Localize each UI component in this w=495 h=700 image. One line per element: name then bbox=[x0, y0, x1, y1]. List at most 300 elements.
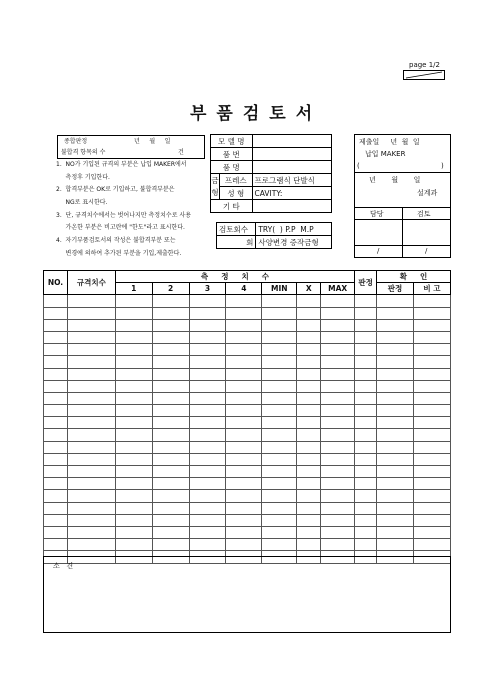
table-cell[interactable] bbox=[321, 453, 355, 465]
table-cell[interactable] bbox=[321, 502, 355, 514]
table-cell[interactable] bbox=[152, 392, 189, 404]
table-cell[interactable] bbox=[67, 368, 115, 380]
table-cell[interactable] bbox=[189, 405, 226, 417]
table-cell[interactable] bbox=[226, 466, 262, 478]
table-cell[interactable] bbox=[67, 478, 115, 490]
remarks-label: 소 견 bbox=[53, 562, 74, 570]
table-cell[interactable] bbox=[152, 490, 189, 502]
table-cell[interactable] bbox=[355, 368, 377, 380]
table-cell[interactable] bbox=[189, 453, 226, 465]
table-cell[interactable] bbox=[262, 331, 297, 343]
table-cell[interactable] bbox=[226, 526, 262, 538]
table-cell[interactable] bbox=[226, 502, 262, 514]
table-cell[interactable] bbox=[413, 380, 450, 392]
review-label: 검토 bbox=[417, 210, 431, 218]
table-cell[interactable] bbox=[413, 441, 450, 453]
table-cell[interactable] bbox=[67, 319, 115, 331]
table-cell[interactable] bbox=[377, 502, 414, 514]
table-cell[interactable] bbox=[44, 441, 68, 453]
table-cell[interactable] bbox=[44, 331, 68, 343]
table-cell[interactable] bbox=[67, 502, 115, 514]
table-cell[interactable] bbox=[67, 356, 115, 368]
part-name-value[interactable] bbox=[252, 161, 331, 174]
sub-col: X bbox=[297, 283, 321, 295]
table-cell[interactable] bbox=[377, 466, 414, 478]
table-cell[interactable] bbox=[67, 526, 115, 538]
table-cell[interactable] bbox=[377, 514, 414, 526]
table-cell[interactable] bbox=[321, 344, 355, 356]
table-cell[interactable] bbox=[262, 307, 297, 319]
table-cell[interactable] bbox=[321, 319, 355, 331]
table-cell[interactable] bbox=[297, 344, 321, 356]
model-value[interactable] bbox=[252, 135, 331, 148]
table-cell[interactable] bbox=[355, 380, 377, 392]
table-cell[interactable] bbox=[297, 478, 321, 490]
table-cell[interactable] bbox=[115, 429, 152, 441]
table-cell[interactable] bbox=[226, 514, 262, 526]
table-row bbox=[44, 405, 451, 417]
table-cell[interactable] bbox=[377, 344, 414, 356]
table-cell[interactable] bbox=[189, 502, 226, 514]
notes bbox=[56, 162, 216, 264]
review-count-value: TRY( ) P.P M.P bbox=[256, 223, 332, 236]
table-cell[interactable] bbox=[297, 539, 321, 551]
table-cell[interactable] bbox=[297, 307, 321, 319]
table-cell[interactable] bbox=[413, 453, 450, 465]
table-row bbox=[44, 502, 451, 514]
table-cell[interactable] bbox=[152, 502, 189, 514]
table-cell[interactable] bbox=[44, 453, 68, 465]
table-row bbox=[44, 539, 451, 551]
table-cell[interactable] bbox=[262, 539, 297, 551]
sub-col: 2 bbox=[152, 283, 189, 295]
table-cell[interactable] bbox=[297, 502, 321, 514]
table-cell[interactable] bbox=[297, 331, 321, 343]
table-cell[interactable] bbox=[413, 295, 450, 307]
table-row bbox=[44, 331, 451, 343]
part-no-value[interactable] bbox=[252, 148, 331, 161]
table-cell[interactable] bbox=[67, 514, 115, 526]
table-cell[interactable] bbox=[297, 514, 321, 526]
table-cell[interactable] bbox=[377, 478, 414, 490]
table-cell[interactable] bbox=[44, 344, 68, 356]
table-cell[interactable] bbox=[413, 502, 450, 514]
table-cell[interactable] bbox=[189, 356, 226, 368]
table-cell[interactable] bbox=[321, 441, 355, 453]
table-cell[interactable] bbox=[262, 368, 297, 380]
table-cell[interactable] bbox=[226, 319, 262, 331]
table-cell[interactable] bbox=[226, 295, 262, 307]
table-cell[interactable] bbox=[67, 392, 115, 404]
table-cell[interactable] bbox=[297, 417, 321, 429]
table-cell[interactable] bbox=[377, 356, 414, 368]
table-cell[interactable] bbox=[297, 490, 321, 502]
table-cell[interactable] bbox=[413, 307, 450, 319]
table-cell[interactable] bbox=[262, 392, 297, 404]
measurement-table bbox=[43, 270, 451, 564]
table-cell[interactable] bbox=[152, 429, 189, 441]
model-label: 모 델 명 bbox=[211, 135, 253, 148]
table-cell[interactable] bbox=[413, 417, 450, 429]
table-cell[interactable] bbox=[189, 466, 226, 478]
table-cell[interactable] bbox=[115, 502, 152, 514]
table-cell[interactable] bbox=[413, 514, 450, 526]
table-cell[interactable] bbox=[377, 319, 414, 331]
forming-label: 성 형 bbox=[220, 187, 253, 200]
table-cell[interactable] bbox=[189, 344, 226, 356]
table-cell[interactable] bbox=[152, 405, 189, 417]
table-cell[interactable] bbox=[44, 466, 68, 478]
table-cell[interactable] bbox=[321, 380, 355, 392]
table-cell[interactable] bbox=[67, 344, 115, 356]
slash-right: / bbox=[425, 247, 428, 255]
table-cell[interactable] bbox=[355, 466, 377, 478]
table-cell[interactable] bbox=[321, 356, 355, 368]
table-cell[interactable] bbox=[321, 368, 355, 380]
part-info-table bbox=[210, 134, 332, 213]
table-cell[interactable] bbox=[413, 466, 450, 478]
table-cell[interactable] bbox=[413, 405, 450, 417]
table-cell[interactable] bbox=[152, 466, 189, 478]
table-cell[interactable] bbox=[262, 405, 297, 417]
table-cell[interactable] bbox=[413, 490, 450, 502]
table-cell[interactable] bbox=[321, 429, 355, 441]
press-label: 프레스 bbox=[220, 174, 253, 187]
table-cell[interactable] bbox=[44, 502, 68, 514]
table-cell[interactable] bbox=[115, 331, 152, 343]
table-cell[interactable] bbox=[44, 392, 68, 404]
table-cell[interactable] bbox=[297, 319, 321, 331]
table-cell[interactable] bbox=[262, 490, 297, 502]
table-cell[interactable] bbox=[189, 368, 226, 380]
table-cell[interactable] bbox=[115, 356, 152, 368]
table-cell[interactable] bbox=[262, 453, 297, 465]
table-cell[interactable] bbox=[413, 344, 450, 356]
table-cell[interactable] bbox=[377, 526, 414, 538]
table-cell[interactable] bbox=[262, 417, 297, 429]
table-cell[interactable] bbox=[67, 429, 115, 441]
table-row bbox=[44, 417, 451, 429]
table-row bbox=[44, 380, 451, 392]
table-cell[interactable] bbox=[67, 441, 115, 453]
cavity-label: CAVITY: bbox=[252, 187, 331, 200]
table-row bbox=[44, 478, 451, 490]
table-cell[interactable] bbox=[152, 478, 189, 490]
table-cell[interactable] bbox=[297, 380, 321, 392]
table-cell[interactable] bbox=[226, 380, 262, 392]
table-cell[interactable] bbox=[377, 331, 414, 343]
table-cell[interactable] bbox=[44, 490, 68, 502]
table-cell[interactable] bbox=[115, 441, 152, 453]
table-cell[interactable] bbox=[297, 295, 321, 307]
table-cell[interactable] bbox=[226, 344, 262, 356]
table-row bbox=[44, 307, 451, 319]
table-row bbox=[44, 392, 451, 404]
table-cell[interactable] bbox=[355, 307, 377, 319]
table-cell[interactable] bbox=[321, 417, 355, 429]
table-cell[interactable] bbox=[226, 453, 262, 465]
table-cell[interactable] bbox=[321, 331, 355, 343]
table-cell[interactable] bbox=[413, 356, 450, 368]
table-cell[interactable] bbox=[44, 368, 68, 380]
col-judge: 판정 bbox=[355, 271, 377, 295]
table-cell[interactable] bbox=[262, 356, 297, 368]
table-cell[interactable] bbox=[355, 429, 377, 441]
table-cell[interactable] bbox=[115, 344, 152, 356]
table-cell[interactable] bbox=[152, 441, 189, 453]
table-cell[interactable] bbox=[377, 429, 414, 441]
table-cell[interactable] bbox=[67, 405, 115, 417]
table-cell[interactable] bbox=[44, 319, 68, 331]
table-cell[interactable] bbox=[67, 539, 115, 551]
table-cell[interactable] bbox=[189, 490, 226, 502]
table-cell[interactable] bbox=[189, 380, 226, 392]
table-cell[interactable] bbox=[355, 405, 377, 417]
table-cell[interactable] bbox=[115, 307, 152, 319]
table-cell[interactable] bbox=[262, 380, 297, 392]
note-line: 4. 자기부품검토서의 작성은 불합격부분 또는 bbox=[56, 237, 176, 245]
table-cell[interactable] bbox=[44, 405, 68, 417]
table-cell[interactable] bbox=[355, 539, 377, 551]
table-cell[interactable] bbox=[115, 514, 152, 526]
table-cell[interactable] bbox=[413, 368, 450, 380]
table-cell[interactable] bbox=[413, 331, 450, 343]
table-cell[interactable] bbox=[377, 441, 414, 453]
table-cell[interactable] bbox=[44, 356, 68, 368]
table-cell[interactable] bbox=[355, 526, 377, 538]
table-cell[interactable] bbox=[189, 392, 226, 404]
confirm-sub-col: 비 고 bbox=[413, 283, 450, 295]
table-cell[interactable] bbox=[67, 490, 115, 502]
table-cell[interactable] bbox=[355, 441, 377, 453]
table-row bbox=[44, 453, 451, 465]
table-cell[interactable] bbox=[355, 319, 377, 331]
table-cell[interactable] bbox=[115, 526, 152, 538]
table-cell[interactable] bbox=[321, 478, 355, 490]
table-cell[interactable] bbox=[226, 441, 262, 453]
table-cell[interactable] bbox=[262, 344, 297, 356]
table-cell[interactable] bbox=[377, 490, 414, 502]
table-cell[interactable] bbox=[67, 453, 115, 465]
table-cell[interactable] bbox=[377, 295, 414, 307]
table-cell[interactable] bbox=[262, 526, 297, 538]
table-cell[interactable] bbox=[189, 319, 226, 331]
table-cell[interactable] bbox=[262, 429, 297, 441]
table-cell[interactable] bbox=[297, 441, 321, 453]
sub-col: 3 bbox=[189, 283, 226, 295]
table-cell[interactable] bbox=[262, 478, 297, 490]
table-cell[interactable] bbox=[355, 356, 377, 368]
table-cell[interactable] bbox=[44, 417, 68, 429]
table-cell[interactable] bbox=[226, 429, 262, 441]
table-cell[interactable] bbox=[189, 417, 226, 429]
table-cell[interactable] bbox=[226, 539, 262, 551]
table-cell[interactable] bbox=[189, 478, 226, 490]
table-cell[interactable] bbox=[189, 307, 226, 319]
table-cell[interactable] bbox=[262, 466, 297, 478]
table-cell[interactable] bbox=[67, 417, 115, 429]
table-cell[interactable] bbox=[321, 466, 355, 478]
table-cell[interactable] bbox=[189, 331, 226, 343]
table-cell[interactable] bbox=[44, 307, 68, 319]
note-line: 2. 합격부분은 OK로 기입하고, 불합격부분은 bbox=[56, 186, 175, 194]
table-cell[interactable] bbox=[44, 539, 68, 551]
table-row bbox=[44, 356, 451, 368]
table-cell[interactable] bbox=[152, 380, 189, 392]
table-cell[interactable] bbox=[115, 478, 152, 490]
table-cell[interactable] bbox=[115, 392, 152, 404]
table-cell[interactable] bbox=[115, 466, 152, 478]
table-cell[interactable] bbox=[377, 392, 414, 404]
table-cell[interactable] bbox=[297, 392, 321, 404]
table-cell[interactable] bbox=[321, 307, 355, 319]
table-cell[interactable] bbox=[321, 514, 355, 526]
progressive-label: 프로그램식 단발식 bbox=[252, 174, 331, 187]
table-cell[interactable] bbox=[355, 502, 377, 514]
table-cell[interactable] bbox=[413, 478, 450, 490]
table-cell[interactable] bbox=[413, 319, 450, 331]
table-cell[interactable] bbox=[67, 331, 115, 343]
table-cell[interactable] bbox=[262, 514, 297, 526]
table-cell[interactable] bbox=[297, 466, 321, 478]
table-cell[interactable] bbox=[152, 295, 189, 307]
table-cell[interactable] bbox=[152, 331, 189, 343]
table-cell[interactable] bbox=[355, 331, 377, 343]
fail-count-label: 불합격 항목의 수 bbox=[61, 149, 106, 156]
table-cell[interactable] bbox=[152, 539, 189, 551]
table-cell[interactable] bbox=[377, 417, 414, 429]
table-cell[interactable] bbox=[115, 539, 152, 551]
table-cell[interactable] bbox=[67, 295, 115, 307]
table-cell[interactable] bbox=[226, 478, 262, 490]
note-line: NG로 표시한다. bbox=[56, 199, 108, 207]
table-cell[interactable] bbox=[152, 526, 189, 538]
table-cell[interactable] bbox=[297, 453, 321, 465]
note-line: 3. 단, 규격치수에서는 벗어나지만 측정치수로 사용 bbox=[56, 211, 191, 219]
table-cell[interactable] bbox=[226, 307, 262, 319]
table-cell[interactable] bbox=[67, 307, 115, 319]
etc-value[interactable] bbox=[252, 200, 331, 213]
table-cell[interactable] bbox=[152, 417, 189, 429]
table-cell[interactable] bbox=[152, 319, 189, 331]
remarks-box[interactable] bbox=[43, 556, 451, 633]
table-cell[interactable] bbox=[152, 368, 189, 380]
table-cell[interactable] bbox=[377, 307, 414, 319]
table-cell[interactable] bbox=[115, 490, 152, 502]
table-cell[interactable] bbox=[44, 526, 68, 538]
table-cell[interactable] bbox=[321, 526, 355, 538]
table-cell[interactable] bbox=[189, 429, 226, 441]
table-cell[interactable] bbox=[297, 368, 321, 380]
table-cell[interactable] bbox=[189, 295, 226, 307]
table-cell[interactable] bbox=[44, 295, 68, 307]
table-cell[interactable] bbox=[152, 356, 189, 368]
table-cell[interactable] bbox=[189, 526, 226, 538]
table-cell[interactable] bbox=[297, 526, 321, 538]
table-cell[interactable] bbox=[262, 441, 297, 453]
table-cell[interactable] bbox=[355, 392, 377, 404]
table-cell[interactable] bbox=[377, 368, 414, 380]
table-cell[interactable] bbox=[44, 514, 68, 526]
slash-left: / bbox=[377, 247, 380, 255]
table-cell[interactable] bbox=[413, 429, 450, 441]
table-cell[interactable] bbox=[115, 380, 152, 392]
table-cell[interactable] bbox=[321, 392, 355, 404]
table-cell[interactable] bbox=[67, 466, 115, 478]
table-cell[interactable] bbox=[115, 453, 152, 465]
table-cell[interactable] bbox=[152, 514, 189, 526]
table-cell[interactable] bbox=[413, 539, 450, 551]
table-cell[interactable] bbox=[44, 478, 68, 490]
table-cell[interactable] bbox=[321, 490, 355, 502]
table-cell[interactable] bbox=[355, 514, 377, 526]
table-cell[interactable] bbox=[377, 539, 414, 551]
table-cell[interactable] bbox=[226, 356, 262, 368]
table-cell[interactable] bbox=[115, 405, 152, 417]
table-cell[interactable] bbox=[189, 441, 226, 453]
table-cell[interactable] bbox=[152, 307, 189, 319]
table-cell[interactable] bbox=[67, 380, 115, 392]
table-row bbox=[44, 466, 451, 478]
table-cell[interactable] bbox=[413, 392, 450, 404]
table-cell[interactable] bbox=[297, 405, 321, 417]
table-cell[interactable] bbox=[226, 368, 262, 380]
table-cell[interactable] bbox=[297, 356, 321, 368]
table-cell[interactable] bbox=[355, 417, 377, 429]
table-row bbox=[44, 295, 451, 307]
table-cell[interactable] bbox=[115, 319, 152, 331]
table-cell[interactable] bbox=[355, 295, 377, 307]
table-row bbox=[44, 526, 451, 538]
verdict-date: 년 월 일 bbox=[134, 138, 171, 145]
table-cell[interactable] bbox=[189, 514, 226, 526]
table-cell[interactable] bbox=[226, 331, 262, 343]
table-cell[interactable] bbox=[413, 526, 450, 538]
table-cell[interactable] bbox=[189, 539, 226, 551]
table-cell[interactable] bbox=[226, 405, 262, 417]
table-cell[interactable] bbox=[321, 405, 355, 417]
table-cell[interactable] bbox=[377, 453, 414, 465]
table-cell[interactable] bbox=[152, 344, 189, 356]
table-cell[interactable] bbox=[115, 295, 152, 307]
table-cell[interactable] bbox=[355, 478, 377, 490]
table-cell[interactable] bbox=[355, 453, 377, 465]
table-cell[interactable] bbox=[226, 490, 262, 502]
table-cell[interactable] bbox=[355, 490, 377, 502]
table-cell[interactable] bbox=[321, 539, 355, 551]
table-cell[interactable] bbox=[321, 295, 355, 307]
table-cell[interactable] bbox=[355, 344, 377, 356]
table-cell[interactable] bbox=[377, 380, 414, 392]
table-cell[interactable] bbox=[226, 392, 262, 404]
table-cell[interactable] bbox=[226, 417, 262, 429]
table-cell[interactable] bbox=[152, 453, 189, 465]
table-cell[interactable] bbox=[262, 295, 297, 307]
fail-count-unit: 건 bbox=[178, 149, 184, 156]
table-cell[interactable] bbox=[44, 429, 68, 441]
paren-open: ( bbox=[357, 162, 360, 170]
table-cell[interactable] bbox=[115, 368, 152, 380]
table-cell[interactable] bbox=[115, 417, 152, 429]
table-cell[interactable] bbox=[44, 380, 68, 392]
table-cell[interactable] bbox=[262, 502, 297, 514]
document-title: 부품검토서 bbox=[190, 104, 323, 124]
note-line: 가온한 부분은 비고란에 "한도"라고 표시한다. bbox=[56, 224, 185, 232]
table-cell[interactable] bbox=[262, 319, 297, 331]
table-cell[interactable] bbox=[297, 429, 321, 441]
table-row bbox=[44, 490, 451, 502]
table-cell[interactable] bbox=[377, 405, 414, 417]
